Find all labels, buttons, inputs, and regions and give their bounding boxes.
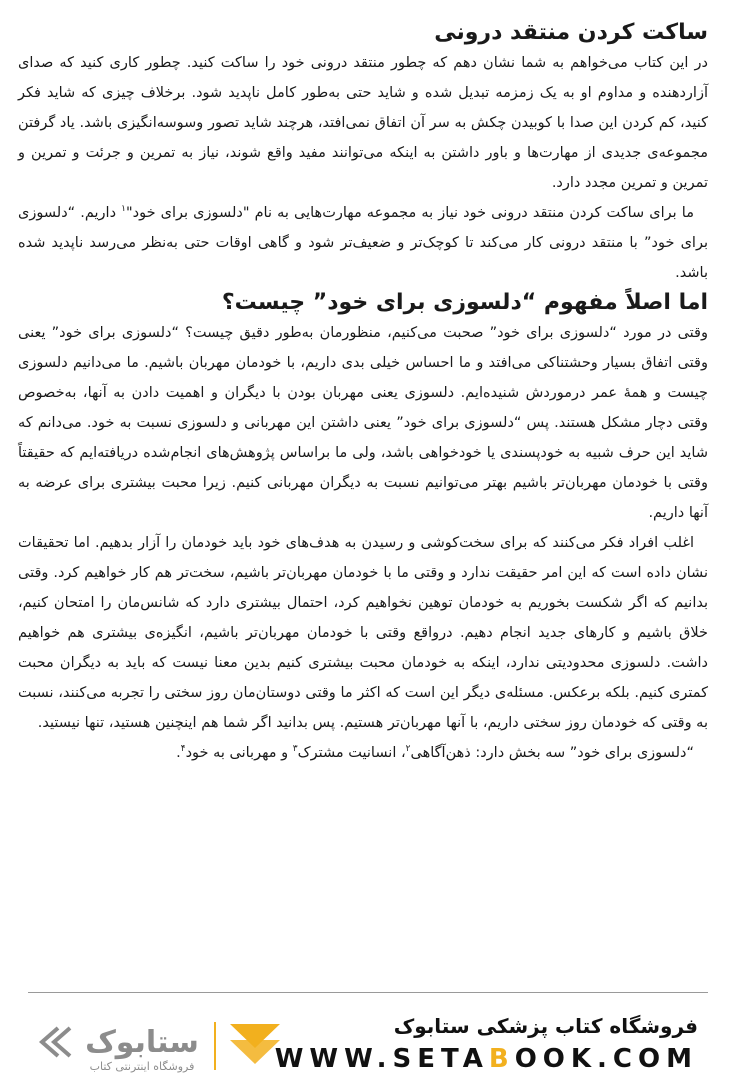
paragraph-text: و مهربانی به خود [185, 745, 293, 761]
paragraph-three-parts [18, 738, 708, 768]
paragraph-research: اغلب افراد فکر می‌کنند که برای سخت‌کوشی و رسیدن به هدف‌های خود باید خودمان را آزار بدهیم. اما تحقیقات نشان داده است که این امر حقیقت ندارد و وقتی ما با خودمان مهربان‌تر باشیم، سخت‌تر هم کار خواهیم کرد. وقتی بدانیم که اگر شکست بخوریم به خودمان توهین نخواهیم کرد، احتمال بیشتری دارد که شانس‌مان را امتحان کنیم، خلاق باشیم و کارهای جدید انجام دهیم. درواقع وقتی با خودمان مهربان‌تر باشیم، انگیزه‌ی بیشتری هم خواهیم داشت. دلسوزی محدودیتی ندارد، اینکه به خودمان محبت بیشتری کنیم بدین معنا نیست که باید به دیگران محبت کمتری کنیم. بلکه برعکس. مسئله‌ی دیگر این است که اکثر ما وقتی دوستان‌مان روز سختی را تجربه می‌کنند، نسبت به وقتی که خودمان روز سختی داریم، با آنها مهربان‌تر هستیم. پس بدانید اگر شما هم اینچنین هستید، تنها نیستید. [18, 535, 708, 731]
paragraph-text-continued: داریم. “دلسوزی برای خود” با منتقد درونی کار می‌کند تا کوچک‌تر و ضعیف‌تر شود و گاهی اوقات حتی به‌نظر می‌رسد ناپدید شده باشد. [18, 205, 708, 281]
paragraph-intro: در این کتاب می‌خواهم به شما نشان دهم که چطور منتقد درونی خود را ساکت کنید. چطور کاری کنید که صدای آزاردهنده و مداوم او به یک زمزمه تبدیل شده و شاید حتی به‌طور کامل ناپدید شود. برخلاف چیزی که شاید فکر کنید، کم کردن این صدا با کوبیدن چکش به سر آن اتفاق نمی‌افتد، هرچند شاید تصور وسوسه‌انگیزی باشد. یاد گرفتن مجموعه‌ی جدیدی از مهارت‌ها و باور داشتن به اینکه می‌توانند مفید واقع شوند، نیاز به تمرین و جرئت و تمرین و تمرین و تمرین مجدد دارد. [18, 55, 708, 191]
footnote-marker-4: ۴ [180, 744, 186, 755]
logo-divider [214, 1022, 216, 1070]
paragraph-text: ، انسانیت مشترک [297, 745, 406, 761]
paragraph-self-compassion-skills [18, 198, 708, 288]
paragraph-definition: وقتی در مورد “دلسوزی برای خود” صحبت می‌کنیم، منظورمان به‌طور دقیق چیست؟ “دلسوزی برای خود” یعنی وقتی اتفاق بسیار وحشتناکی می‌افتد و ما احساس خیلی بدی داریم، با خودمان مهربان باشیم. ما می‌دانیم دلسوزی چیست و همهٔ عمر درموردش شنیده‌ایم. دلسوزی یعنی مهربان بودن با دیگران و اهمیت دادن به آنها، به‌خصوص وقتی دچار مشکل هستند. پس “دلسوزی برای خود” یعنی داشتن این مهربانی و دلسوزی نسبت به خود. می‌دانم که شاید این حرف شبیه به خودپسندی یا خودخواهی باشد، ولی ما براساس پژوهش‌های انجام‌شده دریافته‌ایم که حقیقتاً وقتی با خودمان مهربان‌تر باشیم بهتر می‌توانیم نسبت به دیگران مهربانی کنیم. زیرا محبت بیشتری برای عرضه به آنها داریم. [18, 325, 708, 521]
footnote-marker-1: ۱ [121, 204, 126, 215]
page-content [18, 18, 708, 768]
url-accent-letter: B [488, 1044, 515, 1074]
setabook-logo [30, 1016, 290, 1076]
section-heading-what-is-self-compassion: اما اصلاً مفهوم “دلسوزی برای خود” چیست؟ [221, 290, 708, 315]
paragraph-text: . [176, 745, 181, 761]
watermark-footer [0, 1000, 736, 1080]
footnote-marker-3: ۳ [292, 744, 298, 755]
paragraph-text: “دلسوزی برای خود” سه بخش دارد: ذهن‌آگاهی [410, 745, 694, 761]
paragraph-text: ما برای ساکت کردن منتقد درونی خود نیاز به مجموعه مهارت‌هایی به نام "دلسوزی برای خود" [125, 205, 694, 221]
double-chevron-left-icon [42, 1028, 70, 1056]
logo-tagline: فروشگاه اینترنتی کتاب [89, 1060, 195, 1073]
url-part: WWW.SETA [274, 1044, 489, 1074]
url-part: OOK.COM [514, 1044, 698, 1074]
footnote-marker-2: ۲ [405, 744, 411, 755]
shop-name: فروشگاه کتاب پزشکی ستابوک [393, 1014, 698, 1038]
footnote-divider [28, 992, 708, 993]
shop-url [275, 1044, 698, 1074]
section-heading-silencing-inner-critic: ساکت کردن منتقد درونی [434, 20, 708, 45]
chevron-icon [230, 1024, 280, 1064]
logo-word: ستابوک [85, 1025, 199, 1060]
